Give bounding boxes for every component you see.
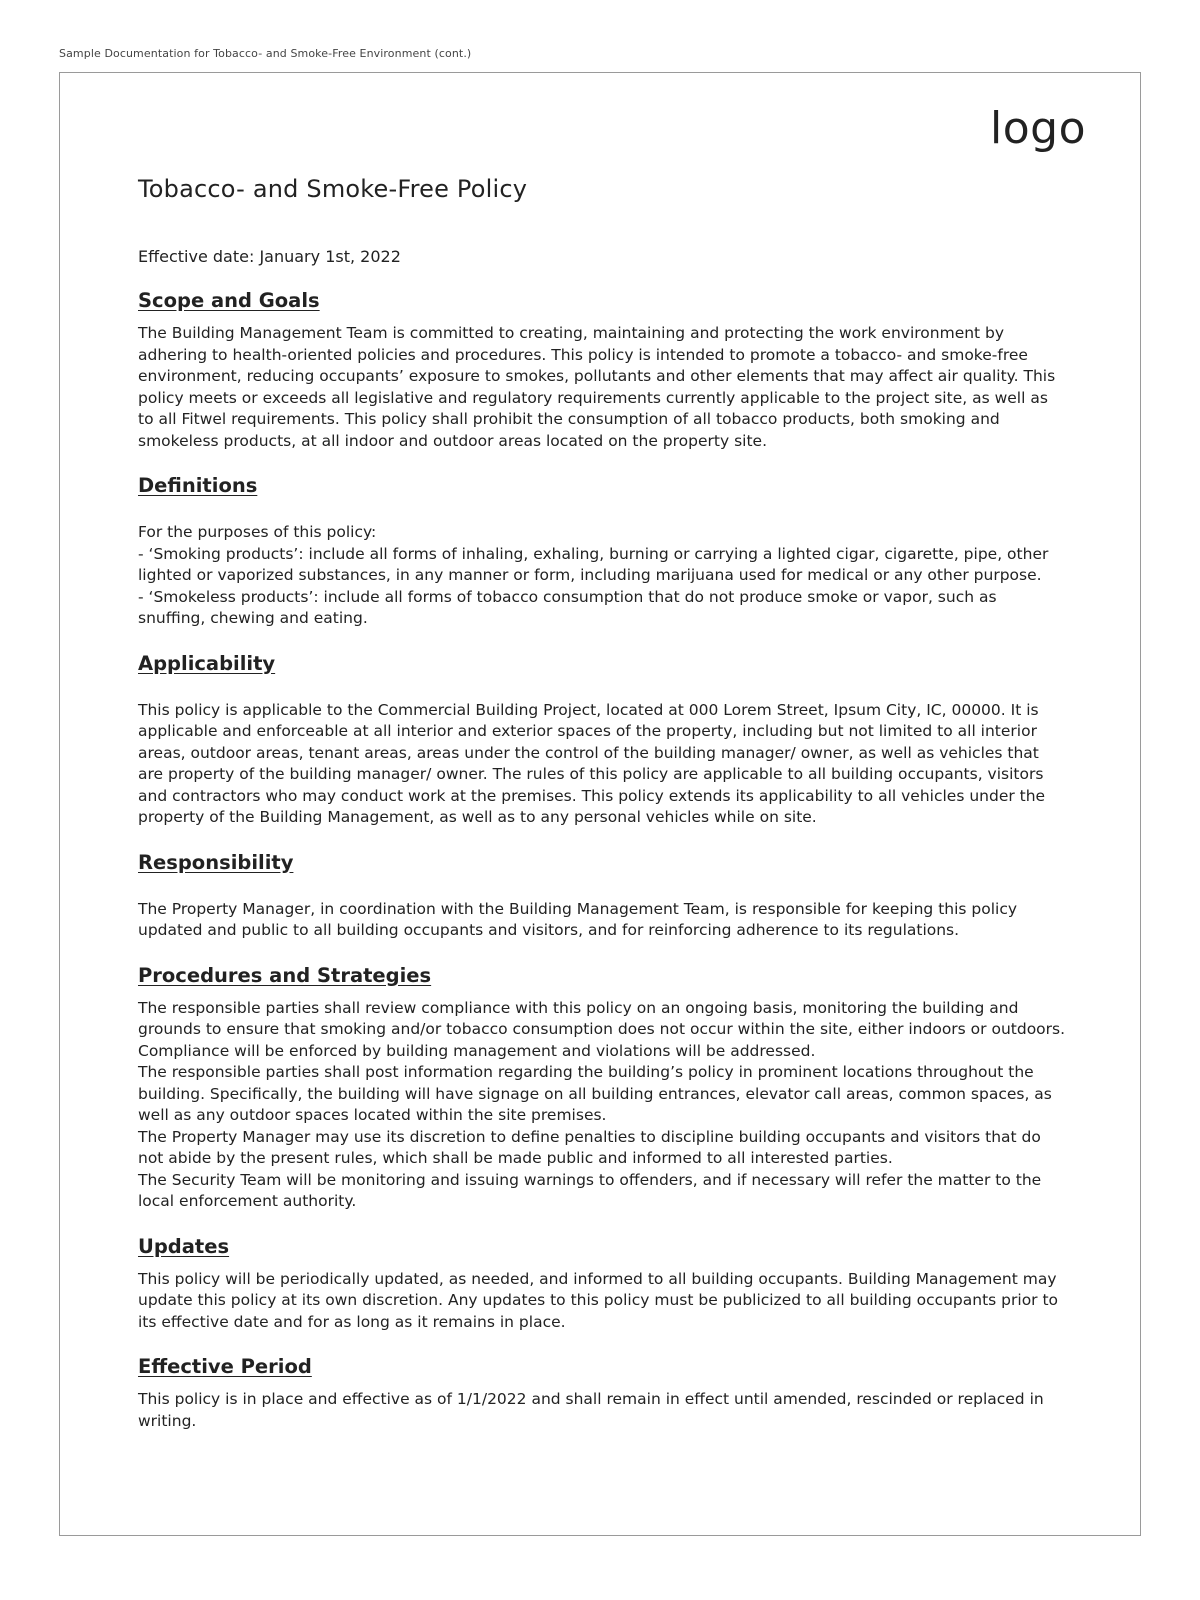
section-updates — [138, 1234, 1068, 1334]
definition-smokeless-products: - ‘Smokeless products’: include all forms of tobacco consumption that do not produce smoke or vapor, such as snuffing, chewing and eating. — [138, 587, 997, 627]
section-effective-period — [138, 1354, 1068, 1432]
logo-placeholder: logo — [990, 103, 1086, 154]
section-responsibility — [138, 850, 1068, 942]
definition-smoking-products: - ‘Smoking products’: include all forms of inhaling, exhaling, burning or carrying a lighted cigar, cigarette, pipe, other lighted or vaporized substances, in any manner or form, including marijuana used for medical or any other purpose. — [138, 544, 1049, 584]
updates-paragraph: This policy will be periodically updated, as needed, and informed to all building occupants. Building Management may update this policy at its own discretion. Any updates to this policy must be publicized to all building occupants prior to its effective date and for as long as it remains in place. — [138, 1269, 1059, 1331]
procedures-paragraph-4: The Security Team will be monitoring and issuing warnings to offenders, and if necessary will refer the matter to the local enforcement authority. — [138, 1170, 1042, 1210]
effective-date: Effective date: January 1st, 2022 — [138, 247, 401, 266]
running-header: Sample Documentation for Tobacco- and Smoke-Free Environment (cont.) — [59, 47, 472, 60]
section-heading-procedures: Procedures and Strategies — [138, 963, 432, 987]
document-title: Tobacco- and Smoke-Free Policy — [138, 175, 528, 203]
section-heading-scope: Scope and Goals — [138, 289, 320, 312]
document-frame — [59, 72, 1141, 1536]
responsibility-paragraph: The Property Manager, in coordination with the Building Management Team, is responsible for keeping this policy updated and public to all building occupants and visitors, and for reinforcing adherence to its regulations. — [138, 899, 1018, 939]
section-applicability — [138, 651, 1068, 829]
procedures-paragraph-2: The responsible parties shall post information regarding the building’s policy in prominent locations throughout the building. Specifically, the building will have signage on all building entrances, elevator call areas, common spaces, as well as any outdoor spaces located within the site premises. — [138, 1063, 1052, 1124]
procedures-paragraph-1: The responsible parties shall review compliance with this policy on an ongoing basis, monitoring the building and grounds to ensure that smoking and/or tobacco consumption does not occur within the site, either indoors or outdoors. Compliance will be enforced by building management and violations will be addressed. — [138, 998, 1066, 1060]
section-heading-applicability: Applicability — [138, 651, 276, 675]
applicability-paragraph: This policy is applicable to the Commercial Building Project, located at 000 Lorem Street, Ipsum City, IC, 00000. It is applicable and enforceable at all interior and exterior spaces of the property, including but not limited to all interior areas, outdoor areas, tenant areas, areas under the control of the building manager/ owner, as well as vehicles that are property of the building manager/ owner. The rules of this policy are applicable to all building occupants, visitors and contractors who may conduct work at the premises. This policy extends its applicability to all vehicles under the property of the Building Management, as well as to any personal vehicles while on site. — [138, 700, 1046, 826]
section-procedures — [138, 963, 1068, 1213]
effective-period-paragraph: This policy is in place and effective as of 1/1/2022 and shall remain in effect until amended, rescinded or replaced in writing. — [138, 1390, 1044, 1430]
document-body — [138, 175, 1068, 1432]
section-heading-updates: Updates — [138, 1234, 230, 1258]
procedures-paragraph-3: The Property Manager may use its discretion to define penalties to discipline building occupants and visitors that do not abide by the present rules, which shall be made public and informed to all interested parties. — [138, 1127, 1041, 1167]
section-definitions — [138, 473, 1068, 630]
definitions-intro: For the purposes of this policy: — [138, 523, 377, 541]
section-scope — [138, 288, 1068, 452]
scope-paragraph: The Building Management Team is committed to creating, maintaining and protecting the work environment by adhering to health-oriented policies and procedures. This policy is intended to promote a tobacco- and smoke-free environment, reducing occupants’ exposure to smokes, pollutants and other elements that may affect air quality. This policy meets or exceeds all legislative and regulatory requirements currently applicable to the project site, as well as to all Fitwel requirements. This policy shall prohibit the consumption of all tobacco products, both smoking and smokeless products, at all indoor and outdoor areas located on the property site. — [138, 324, 1056, 450]
section-heading-definitions: Definitions — [138, 474, 258, 497]
section-heading-responsibility: Responsibility — [138, 850, 294, 874]
section-heading-effective-period: Effective Period — [138, 1355, 312, 1378]
